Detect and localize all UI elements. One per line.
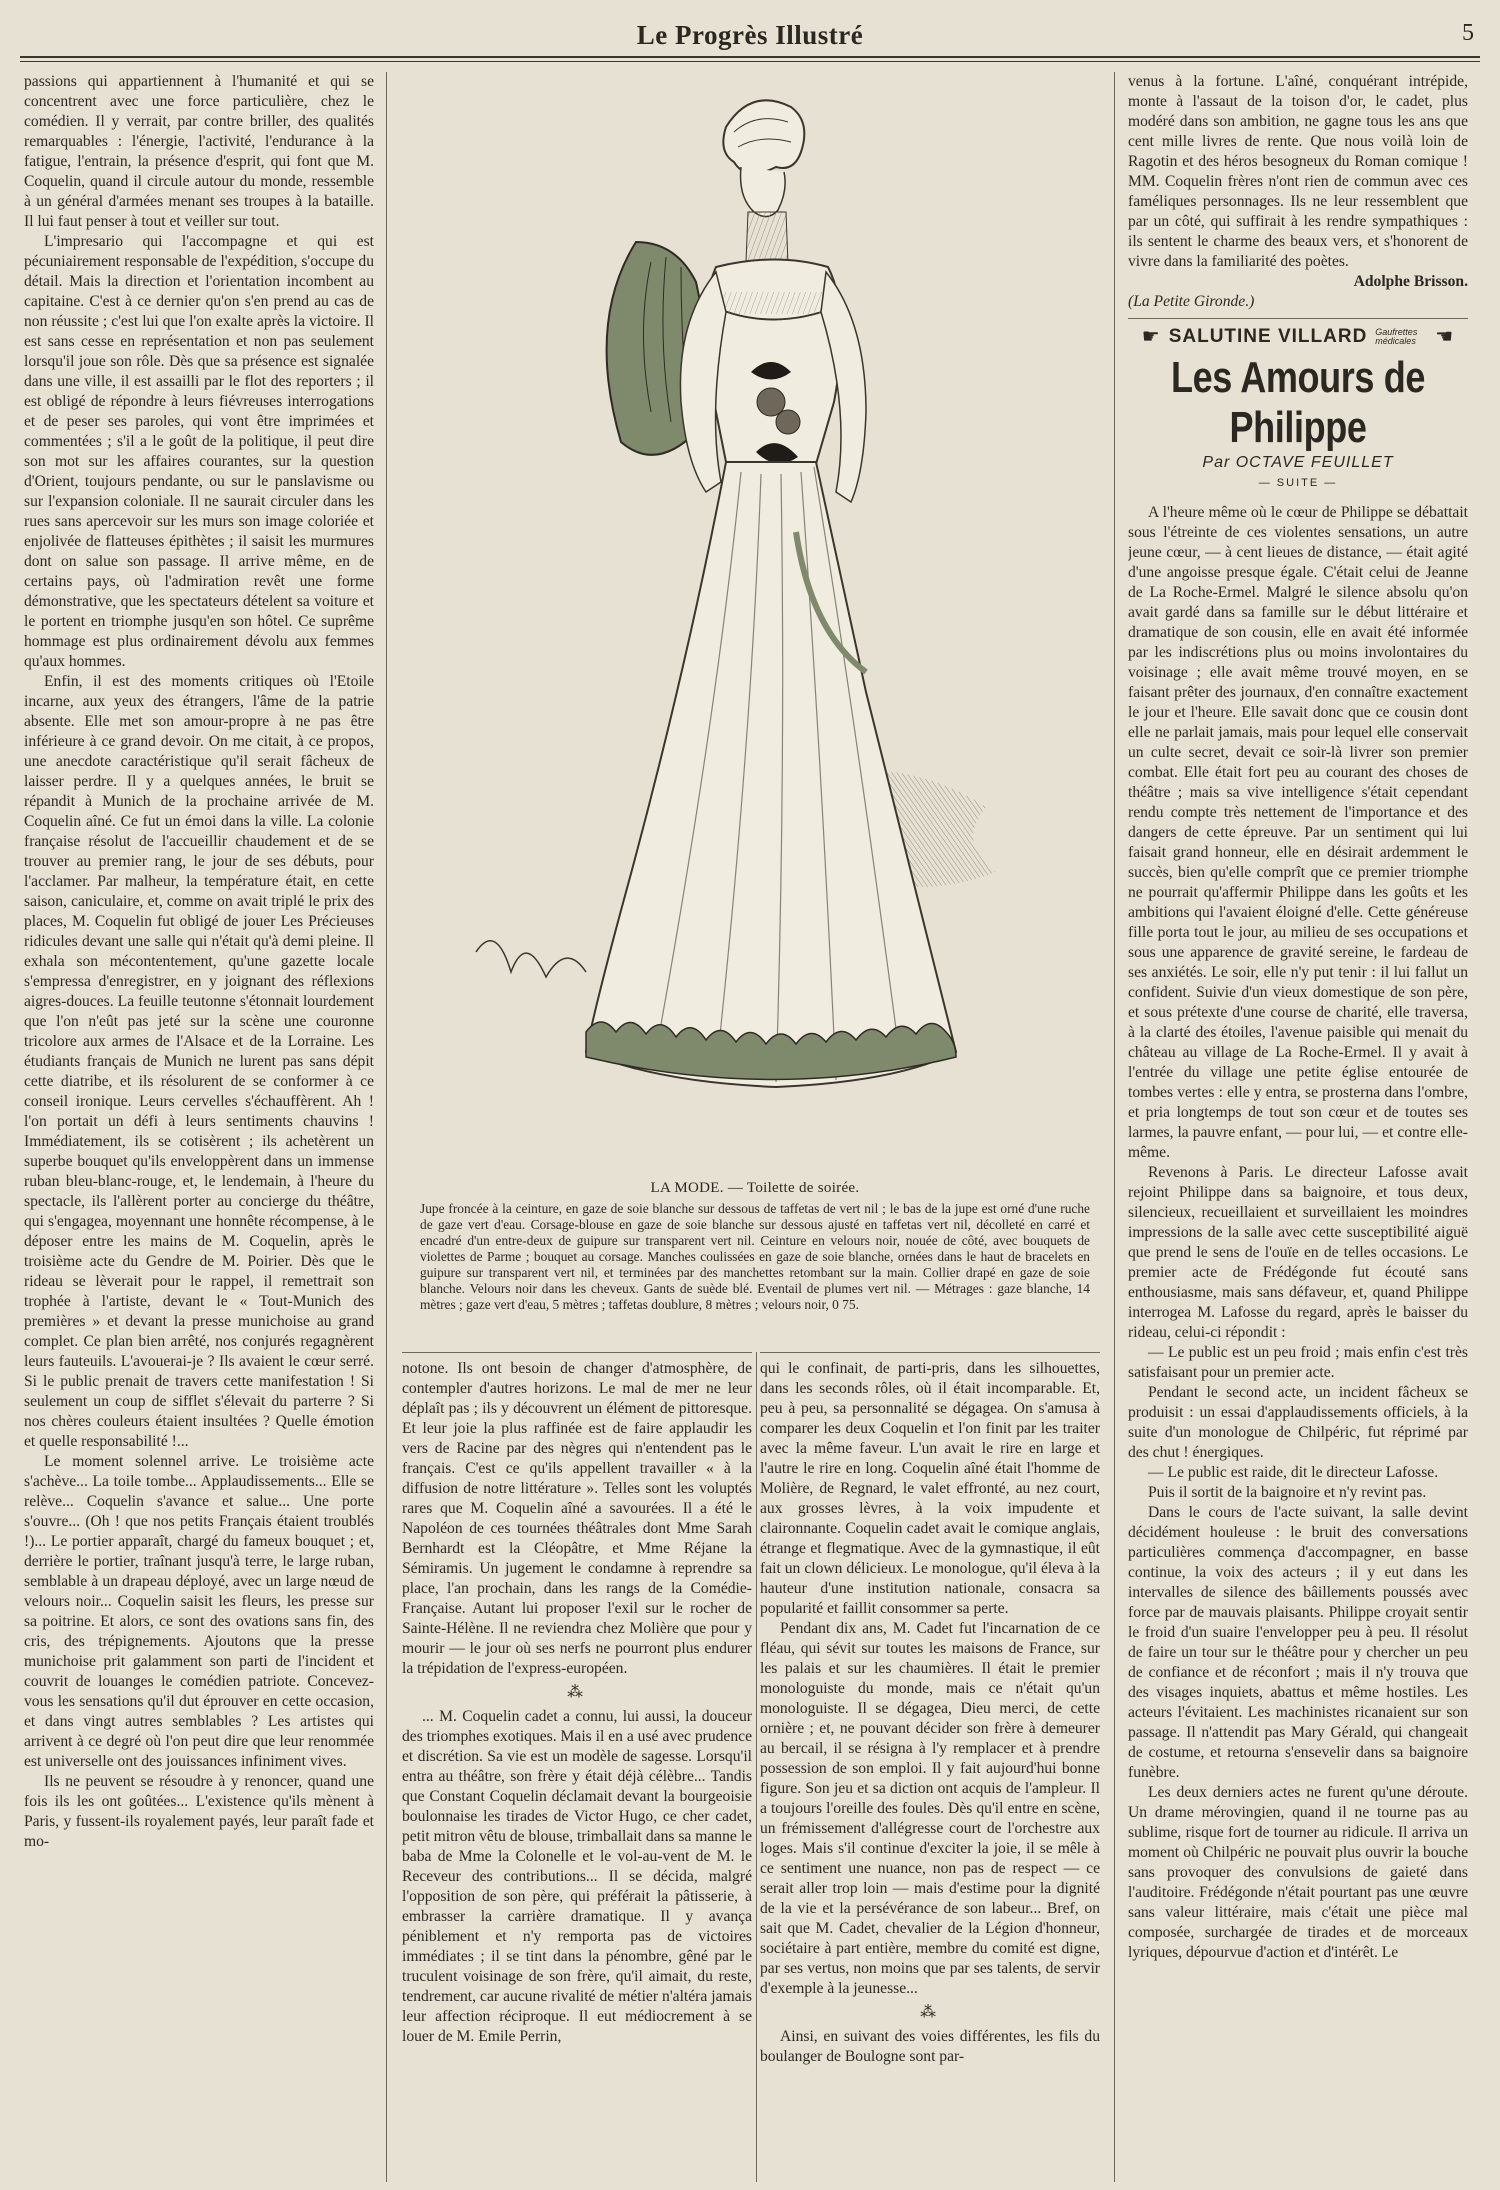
paragraph: Ils ne peuvent se résoudre à y renoncer, quand une fois ils les ont goûtées... L'existence qu'ils mènent à Paris, y fussent-ils royalement payés, leur paraît fade et mo- — [24, 1773, 374, 1850]
article-column-2 — [402, 1352, 752, 2189]
ad-name: SALUTINE VILLARD — [1168, 326, 1368, 347]
paragraph: venus à la fortune. L'aîné, conquérant intrépide, monte à l'assaut de la toison d'or, le cadet, plus modéré dans son ambition, ne gagne tous les ans que cent mille livres de rente. Que nous voilà loin de Ragotin et des héros besogneux du Roman comique ! MM. Coquelin frères n'ont rien de commun avec ces faméliques personnages. Ils ne leur ressemblent que par un côté, qui suffirait à les rendre sympathiques : ils sentent le charme des beaux vers, et s'honorent de vivre dans la familiarité des poètes. — [1128, 73, 1468, 270]
ad-subtitle: Gaufrettes médicales — [1375, 327, 1418, 346]
column-divider — [756, 1352, 757, 2182]
article-column-3 — [760, 1352, 1100, 2189]
article-column-1 — [24, 72, 374, 2182]
caption-heading: LA MODE. — Toilette de soirée. — [650, 1180, 860, 1196]
paragraph: Enfin, il est des moments critiques où l'Etoile incarne, aux yeux des étrangers, l'âme de la patrie absente. Elle met son amour-propre à ne pas être inférieure à ce grand devoir. On me citait, à ce propos, une anecdote caractéristique qu'il serait fâcheux de laisser perdre. Il y a quelques années, le bruit se répandit à Munich de la prochaine arrivée de M. Coquelin aîné. Ce fut un émoi dans la ville. La colonie française résolut de l'accueillir chaudement et de se trouver au premier rang, le jour de ses débuts, pour l'acclamer. Par malheur, la température était, en cette saison, caniculaire, et, comme on avait triplé le prix des places, M. Coquelin fut obligé de jouer Les Précieuses ridicules devant une salle qui n'était qu'à demi pleine. Il exhala son mécontentement, qu'une gazette locale s'empressa d'enregistrer, en y joignant des réflexions aigres-douces. La feuille teutonne s'étonnait lourdement que l'on n'eût pas jeté sur la scène une couronne tricolore aux armes de l'Alsace et de la Lorraine. Les étudiants français de Munich ne lurent pas sans dépit cette diatribe, et ils résolurent de se conformer à ce conseil ironique. Leurs cervelles s'échauffèrent. Ah ! l'on portait un défi à leurs sentiments chauvins ! Immédiatement, ils se cotisèrent ; ils achetèrent un superbe bouquet qu'ils enveloppèrent dans un immense ruban bleu-blanc-rouge, et, le lendemain, à l'heure du spectacle, ils l'allèrent porter au concierge du théâtre, qui s'engagea, moyennant une honnête récompense, à le déposer entre les mains de M. Coquelin, après le troisième acte du Gendre de M. Poirier. Dès que le rideau se lèverait pour le rappel, il remettrait son trophée à l'artiste, devant le « Tout-Munich des premières » et devant la presse munichoise au grand complet. Ce plan bien arrêté, nos conjurés regagnèrent leurs fauteuils. L'avouerai-je ? Ils avaient le cœur serré. Si le public prenait de travers cette manifestation ! Si seulement un coup de sifflet s'élevait du parterre ? Si nos chères couleurs étaient insultées ? Quelle émotion et quelle responsabilité !... — [24, 673, 374, 1450]
source-credit: (La Petite Gironde.) — [1128, 292, 1468, 319]
caption-body: Jupe froncée à la ceinture, en gaze de soie blanche sur dessous de taffetas de vert nil ; le bas de la jupe est orné d'une ruche de gaze vert d'eau. Corsage-blouse en gaze de soie blanche sur dessous ajusté en taffetas vert nil, décolleté en carré et encadré d'un entre-deux de guipure sur transparent vert nil. Ceinture en velours noir, nouée de côté, avec bouquets de violettes de Parme ; bouquet au corsage. Manches coulissées en gaze de soie blanche, ornées dans le haut de bracelets en guipure sur transparent vert nil, et terminées par des manchettes retombant sur la main. Collier drapé en gaze de soie blanche. Velours noir dans les cheveux. Gants de suède blé. Eventail de plumes vert nil. — Métrages : gaze blanche, 14 mètres ; gaze vert d'eau, 5 mètres ; taffetas doublure, 8 mètres ; velours noir, 0 75. — [420, 1201, 1090, 1312]
column-divider — [386, 72, 387, 2182]
column-divider — [1114, 72, 1115, 2182]
serial-continued: — SUITE — — [1258, 477, 1338, 489]
paragraph: Dans le cours de l'acte suivant, la salle devint décidément houleuse : le bruit des conversations particulières commença d'accompagner, en basse continue, la voix des acteurs ; il y eut dans les intervalles de silence des bâillements poussés avec force par de mauvais plaisants. Philippe croyait sentir le froid d'un suaire l'envelopper peu à peu. Il résolut de faire un tour sur le théâtre pour y chercher un peu de confiance et de réconfort ; mais il n'y trouva que des visages inquiets, abattus et même hostiles. Les acteurs l'évitaient. Les machinistes ricanaient sur son passage. Il n'attendit pas Mary Gérald, qui changeait de costume, et retourna s'ensevelir dans sa baignoire funèbre. — [1128, 1504, 1468, 1781]
serial-title: Les Amours de Philippe — [1171, 353, 1425, 452]
page-header — [16, 12, 1484, 52]
paragraph: Pendant dix ans, M. Cadet fut l'incarnation de ce fléau, qui sévit sur toutes les maisons de France, sur les palais et sur les chaumières. Il était le premier monologuiste du monde, mais ce n'était qu'un monologuiste. Il se dégagea, Dieu merci, de cette ornière ; et, ne pouvant décider son frère à demeurer au bercail, il se résigna à l'y remplacer et à prendre possession de son emploi. Il y fait aujourd'hui bonne figure. Son jeu et sa diction ont acquis de l'ampleur. Il a toujours l'oreille des foules. Dès qu'il entre en scène, un frémissement d'allégresse court de l'orchestre aux loges. Mais s'il continue d'exciter la joie, il se mêle à ce sentiment une nuance, non pas de respect — ce serait aller trop loin — mais d'estime pour la dignité de la vie et la persévérance de son labeur... Bref, on sait que M. Cadet, chevalier de la Légion d'honneur, sociétaire à part entière, membre du comité est digne, par ses vertus, non moins que par ses talents, de servir d'exemple à la jeunesse... — [760, 1620, 1100, 1997]
paragraph: qui le confinait, de parti-pris, dans les silhouettes, dans les seconds rôles, où il était incomparable. Et, peu à peu, sa personnalité se dégagea. On s'amusa à comparer les deux Coquelin et l'on finit par les traiter avec la même faveur. L'un avait le rire en large et l'autre le rire en long. Coquelin aîné était l'homme de Molière, de Regnard, le valet effronté, au nez court, aux grosses lèvres, à la voix impudente et claironnante. Coquelin cadet avait le comique anglais, étrange et flegmatique. Avec de la gymnastique, il eût fait un clown délicieux. Le monologue, qu'il éleva à la hauteur d'une institution nationale, consacra sa popularité et faillit consommer sa perte. — [760, 1360, 1100, 1617]
paragraph: notone. Ils ont besoin de changer d'atmosphère, de contempler d'autres horizons. Le mal de mer ne leur déplaît pas ; ils y découvrent un élément de pittoresque. Et leur joie la plus raffinée est de faire applaudir les vers de Racine par des nègres qui n'entendent pas le français. C'est ce qu'ils appellent travailler « à la diffusion de notre littérature ». Telles sont les voluptés rares que M. Coquelin aîné a savourées. Il a été le Napoléon de ces tournées théâtrales dont Mme Sarah Bernhardt est la Cléopâtre, et Mme Réjane la Sémiramis. Un jugement le condamne à reprendre sa place, l'an prochain, dans les rangs de la Comédie-Française. Autant lui proposer l'exil sur le rocher de Sainte-Hélène. Il ne reviendra chez Molière que pour y mourir — le jour où ses nerfs ne pourront plus endurer la trépidation de l'express-européen. — [402, 1360, 752, 1677]
section-break: ⁂ — [920, 2004, 940, 2021]
paragraph: Le moment solennel arrive. Le troisième acte s'achève... La toile tombe... Applaudissements... Elle se relève... Coquelin s'avance et salue... Une porte s'ouvre... (Oh ! que nos petits Français étaient troublés !)... Le portier apparaît, chargé du fameux bouquet ; et, derrière le portier, traînant jusqu'à terre, le large ruban, semblable à un drapeau déployé, avec un large nœud de velours noir... Coquelin saisit les fleurs, les presse sur sa poitrine. Et alors, ce sont des ovations sans fin, des cris, des trépignements. Ajoutons que la presse munichoise prit galamment son parti de l'incident et couvrit de louanges le comédien patriote. Concevez-vous les sensations qu'il dut éprouver en cette occasion, et dans vingt autres semblables ? Les artistes qui arrivent à ce degré où l'on peut dire que leur renommée est universelle ont des jouissances infiniment vives. — [24, 1453, 374, 1770]
fashion-illustration — [396, 72, 1106, 1172]
header-rule-thin — [20, 61, 1480, 62]
newspaper-title: Le Progrès Illustré — [636, 20, 864, 50]
author-signature: Adolphe Brisson. — [1353, 273, 1468, 290]
paragraph: L'impresario qui l'accompagne et qui est pécuniairement responsable de l'expédition, s'occupe du détail. Mais la direction et l'orientation incombent au capitaine. C'est à ce dernier qu'on s'en prend au cas de non réussite ; c'est lui que l'on exalte après la victoire. Il est sans cesse en représentation et non pas seulement lorsqu'il joue son rôle. Dès que sa présence est signalée dans une ville, il est assailli par le flot des reporters ; il est obligé de répondre à leurs fiévreuses interrogations et de peser ses paroles, qui vont être imprimées et commentées ; s'il a le goût de la politique, il peut dire son mot sur les affaires courantes, sur la question d'Orient, toujours pendante, ou sur le panslavisme ou sur l'expansion coloniale. Il ne saurait circuler dans les rues sans apercevoir sur les murs son image coloriée et enjolivée de flatteuses épithètes ; il saisit les murmures dont on salue son passage. Il arrive même, en de certains pays, où l'admiration revêt une forme démonstrative, que les spectateurs dételent sa voiture et le portent en triomphe jusqu'en son hôtel. Ce suprême hommage est plus ordinairement dévolu aux femmes qu'aux hommes. — [24, 233, 374, 670]
pointing-hand-icon: ☚ — [1435, 326, 1455, 348]
paragraph: Pendant le second acte, un incident fâcheux se produisit : un essai d'applaudissements officiels, à la suite d'un monologue de Chilpéric, fut réprimé par des chut ! énergiques. — [1128, 1384, 1468, 1461]
paragraph: Les deux derniers actes ne furent qu'une déroute. Un drame mérovingien, quand il ne tourne pas au sublime, risque fort de tourner au ridicule. Il arriva un moment où Chilpéric ne pouvait plus ouvrir la bouche sans provoquer des convulsions de gaieté dans l'auditoire. Frédégonde n'était pourtant pas une œuvre sans valeur littéraire, mais c'était une pièce mal composée, surchargée de tirades et de morceaux lyriques, dépourvue d'action et d'intérêt. Le — [1128, 1784, 1468, 1961]
paragraph: Revenons à Paris. Le directeur Lafosse avait rejoint Philippe dans sa baignoire, et tous deux, silencieux, recueillaient et surveillaient les moindres impressions de la salle avec cette susceptibilité aiguë que prend le sens de l'ouïe en de telles occasions. Le premier acte de Frédégonde fut écouté sans enthousiasme, mais sans défaveur, et, quand Philippe interrogea M. Lafosse du regard, après le baisser du rideau, celui-ci répondit : — [1128, 1164, 1468, 1341]
illustration-caption — [420, 1180, 1090, 1313]
paragraph: Puis il sortit de la baignoire et n'y revint pas. — [1148, 1484, 1427, 1501]
paragraph: — Le public est un peu froid ; mais enfin c'est très satisfaisant pour un premier acte. — [1128, 1344, 1468, 1381]
header-rule — [20, 56, 1480, 58]
pointing-hand-icon: ☛ — [1141, 326, 1161, 348]
advertisement-banner — [1128, 327, 1468, 347]
serial-byline: Par OCTAVE FEUILLET — [1202, 454, 1394, 471]
article-column-4 — [1128, 72, 1468, 2182]
page-number: 5 — [1462, 20, 1474, 46]
paragraph: A l'heure même où le cœur de Philippe se débattait sous l'étreinte de ces violentes sensations, un autre jeune cœur, — à cent lieues de distance, — était agité d'une angoisse presque égale. C'était celui de Jeanne de La Roche-Ermel. Malgré le silence absolu qu'on avait gardé dans sa famille sur le début littéraire et dramatique de son cousin, elle en avait été informée par les indiscrétions plus ou moins involontaires du voisinage ; elle avait même trouvé moyen, en se faisant prêter des journaux, d'en connaître exactement le jour et l'heure. Elle savait donc que ce cousin dont elle ne parlait jamais, mais pour lequel elle conservait un culte secret, devait ce soir-là livrer son premier combat. Elle était fort peu au courant des choses de théâtre ; mais sa vive intelligence s'était cependant rendu compte très nettement de l'importance et des dangers de cette épreuve. Par un sentiment qui lui faisait grand honneur, elle en désirait ardemment le succès, bien qu'elle comprît que ce premier triomphe ne pourrait qu'affermir Philippe dans les goûts et les ambitions qui l'avaient éloigné d'elle. Cette généreuse fille porta tout le jour, au milieu de ses occupations et sous une apparence de gravité sereine, le fardeau de ses anxiétés. Le soir, elle n'y put tenir : il lui fallut un confident. Suivie d'un vieux domestique de son père, et sous prétexte d'une course de charité, elle traversa, à la clarté des étoiles, l'avenue paisible qui menait du château au village de La Roche-Ermel. Il y avait à l'entrée du village une petite église entourée de tombes vertes : elle y entra, se prosterna dans l'ombre, et pria longtemps de tout son cœur et de toutes ses larmes, la pauvre enfant, — pour lui, — et contre elle-même. — [1128, 504, 1468, 1161]
paragraph: passions qui appartiennent à l'humanité et qui se concentrent avec une force particulière, chez le comédien. Il y verrait, par contre briller, des qualités remarquables : l'énergie, l'activité, l'endurance à la fatigue, l'entrain, la présence d'esprit, qui font que M. Coquelin, quand il circule autour du monde, ressemble à un général d'armées menant ses troupes à la bataille. Il lui faut penser à tout et veiller sur tout. — [24, 73, 374, 230]
paragraph: ... M. Coquelin cadet a connu, lui aussi, la douceur des triomphes exotiques. Mais il en a usé avec prudence et discrétion. Sa vie est un modèle de sagesse. Lorsqu'il entra au théâtre, son frère y était déjà célèbre... Tandis que Constant Coquelin déclamait devant la bourgeoisie boulonnaise les tirades de Victor Hugo, ce cher cadet, petit mitron vêtu de blouse, trimballait dans sa manne le baba de Mme la Colonelle et le vol-au-vent de M. le Receveur des contributions... Il se décida, malgré l'opposition de son père, qui préférait la pâtisserie, à embrasser la carrière dramatique. Il y avança péniblement et n'y remporta pas de victoires immédiates ; il se tint dans la pénombre, gêné par le truculent voisinage de son frère, qu'il aimait, du reste, tendrement, car aucune rivalité de métier n'altéra jamais leur affection réciproque. Il eut médiocrement à se louer de M. Emile Perrin, — [402, 1708, 752, 2045]
paragraph: — Le public est raide, dit le directeur Lafosse. — [1148, 1464, 1439, 1481]
section-break: ⁂ — [567, 1684, 587, 1701]
evening-gown-engraving — [396, 72, 1106, 1172]
paragraph: Ainsi, en suivant des voies différentes, les fils du boulanger de Boulogne sont par- — [760, 2028, 1100, 2065]
